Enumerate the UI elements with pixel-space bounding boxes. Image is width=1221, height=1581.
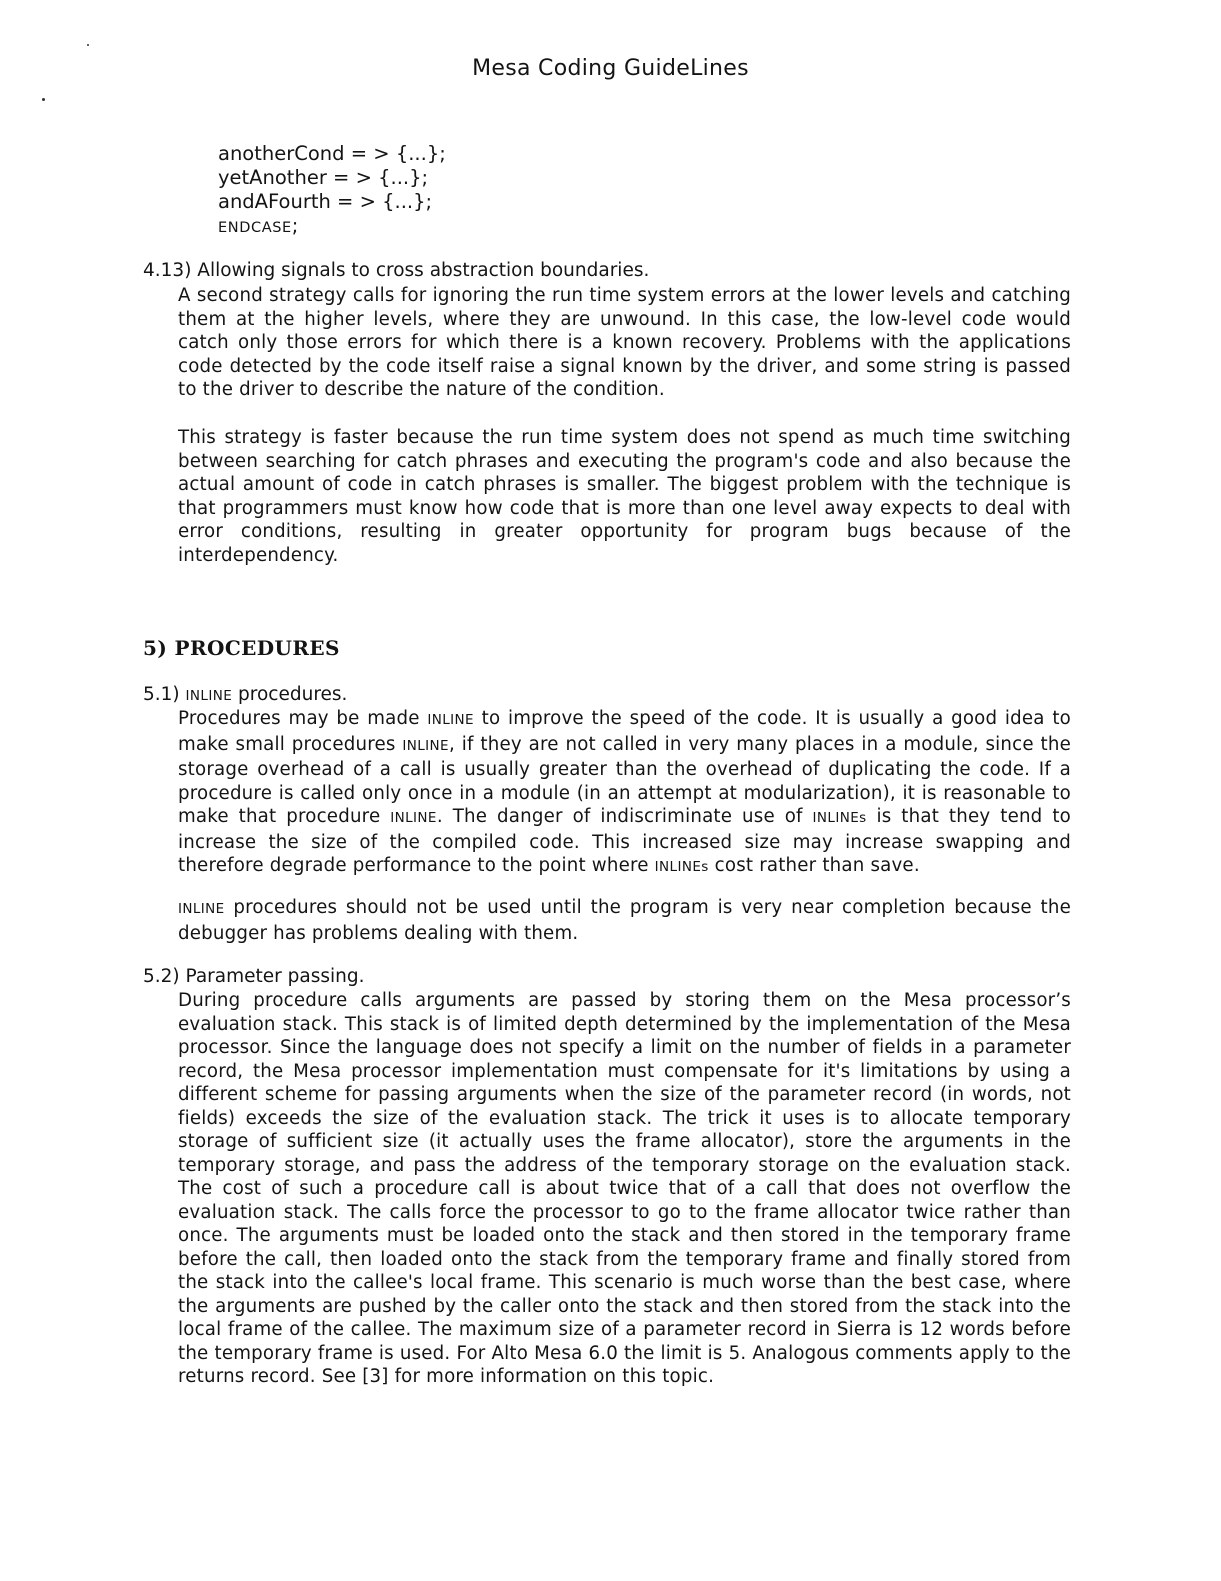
- item-5-1-title-rest: procedures.: [238, 684, 348, 705]
- item-5-1-paragraph-1: [178, 707, 1071, 880]
- page-header: Mesa Coding GuideLines: [472, 56, 749, 81]
- section-heading: 5) PROCEDURES: [143, 636, 340, 660]
- text-run: Procedures may be made: [178, 708, 428, 729]
- code-line: anotherCond = > {...};: [218, 142, 446, 165]
- text-run: . The danger of indiscriminate use of: [436, 806, 813, 827]
- item-4-13-title: 4.13) Allowing signals to cross abstraction boundaries.: [143, 260, 650, 281]
- code-end-suffix: ;: [291, 214, 299, 237]
- inline-keyword: INLINE: [390, 810, 437, 826]
- text-run: to improve the speed of the code. It is usually a good idea to make small procedures: [178, 708, 1071, 755]
- inline-keyword: INLINEs: [812, 810, 867, 826]
- item-5-2-paragraph: During procedure calls arguments are passed by storing them on the Mesa processor’s evaluation stack. This stack is of limited depth determined by the implementation of the Mesa processor. Since the language does not specify a limit on the number of fields in a parameter record, the Mesa processor implementation must compensate for it's limitations by using a different scheme for passing arguments when the size of the parameter record (in words, not fields) exceeds the size of the evaluation stack. The trick it uses is to allocate temporary storage of sufficient size (it actually uses the frame allocator), store the arguments in the temporary storage, and pass the address of the temporary storage on the evaluation stack. The cost of such a procedure call is about twice that of a call that does not overflow the evaluation stack. The calls force the processor to go to the frame allocator twice rather than once. The arguments must be loaded onto the stack and then stored in the temporary frame before the call, then loaded onto the stack from the temporary frame and finally stored from the stack into the callee's local frame. This scenario is much worse than the best case, where the arguments are pushed by the caller onto the stack and then stored from the stack into the local frame of the callee. The maximum size of a parameter record in Sierra is 12 words before the temporary frame is used. For Alto Mesa 6.0 the limit is 5. Analogous comments apply to the returns record. See [3] for more information on this topic.: [178, 990, 1071, 1387]
- code-line: andAFourth = > {...};: [218, 190, 433, 213]
- item-5-1-number: 5.1): [143, 684, 180, 705]
- code-line: yetAnother = > {...};: [218, 166, 429, 189]
- scan-speck: [87, 44, 89, 46]
- text-run: is that they tend to increase the size of the compiled code. This increased size may increase swapping and therefore degrade performance to the point where: [178, 806, 1071, 876]
- scan-speck: [42, 98, 45, 101]
- item-4-13-paragraph-1: A second strategy calls for ignoring the run time system errors at the lower levels and catching them at the higher levels, where they are unwound. In this case, the low-level code would catch only those errors for which there is a known recovery. Problems with the applications code detected by the code itself raise a signal known by the driver, and some string is passed to the driver to describe the nature of the condition.: [178, 285, 1071, 400]
- inline-keyword: INLINE: [185, 688, 233, 704]
- endcase-keyword: ENDCASE: [218, 220, 292, 236]
- inline-keyword: INLINE: [178, 901, 225, 917]
- inline-keyword: INLINE: [402, 737, 449, 754]
- text-run: procedures should not be used until the program is very near completion because the debugger has problems dealing with them.: [178, 897, 1071, 944]
- inline-keyword: INLINEs: [654, 859, 709, 875]
- code-end-line: [218, 214, 446, 240]
- item-5-2-title: 5.2) Parameter passing.: [143, 966, 365, 987]
- text-run: , if they are not called in very many places in a module, since the storage overhead of a call is usually greater than the overhead of duplicating the code. If a procedure is called only once in a module (in an attempt at modularization), it is reasonable to make that procedure: [178, 733, 1071, 827]
- inline-keyword: INLINE: [427, 712, 474, 728]
- item-5-1-title: [143, 684, 347, 705]
- code-block: [218, 142, 446, 240]
- item-5-1-paragraph-2: [178, 896, 1071, 945]
- item-4-13-paragraph-2: This strategy is faster because the run time system does not spend as much time switching between searching for catch phrases and executing the program's code and also because the actual amount of code in catch phrases is smaller. The biggest problem with the technique is that programmers must know how code that is more than one level away expects to deal with error conditions, resulting in greater opportunity for program bugs because of the interdependency.: [178, 427, 1071, 566]
- text-run: cost rather than save.: [708, 855, 920, 876]
